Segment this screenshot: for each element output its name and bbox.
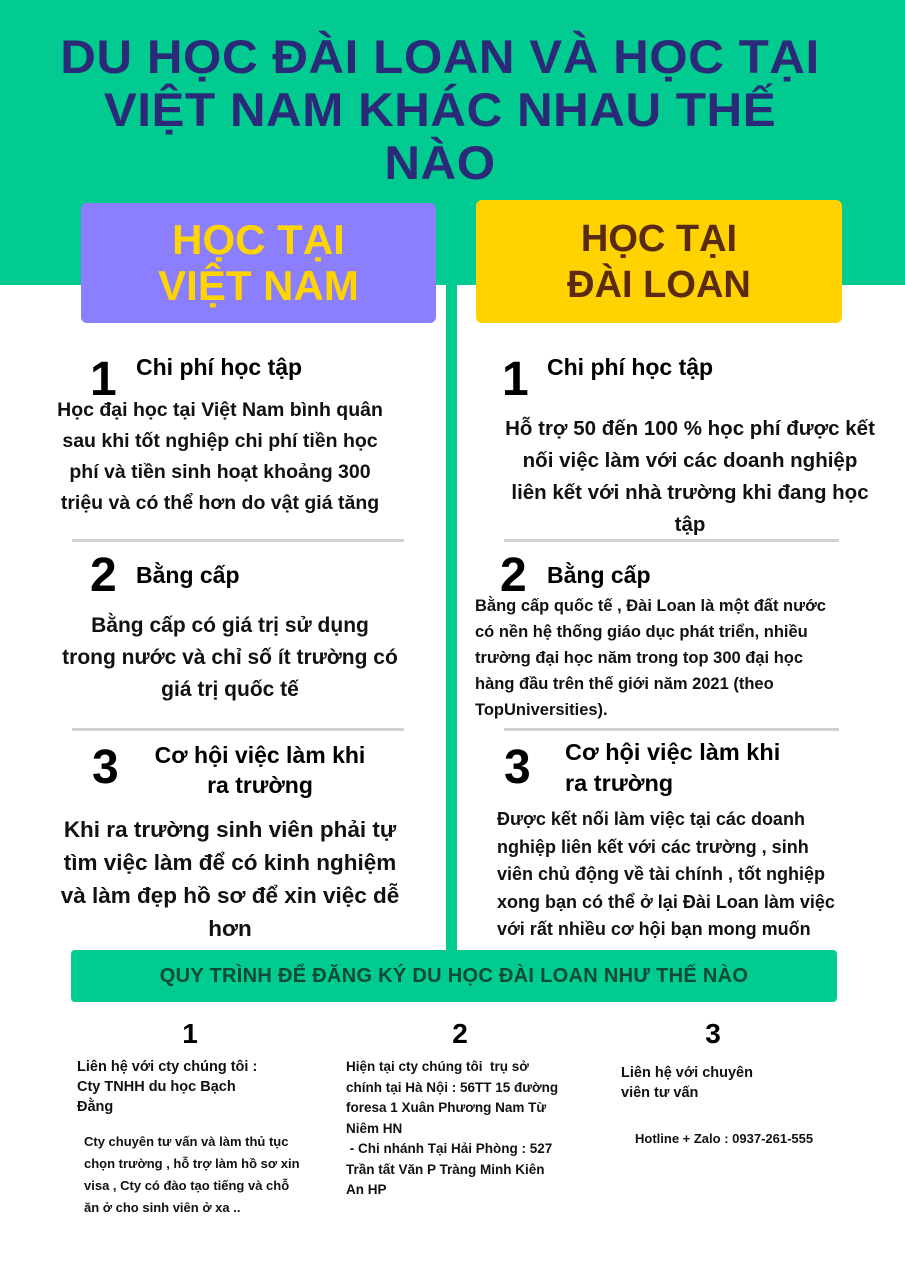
text-line: chính tại Hà Nội : 56TT 15 đường bbox=[346, 1079, 559, 1095]
step-note bbox=[84, 1131, 344, 1219]
body-line: triệu và có thể hơn do vật giá tăng bbox=[60, 492, 380, 514]
body-line: viên chủ động về tài chính , tốt nghiệp bbox=[497, 864, 826, 884]
body-line: sau khi tốt nghiệp chi phí tiền học bbox=[62, 430, 378, 452]
column-separator bbox=[446, 270, 457, 952]
item-number: 2 bbox=[90, 549, 117, 602]
body-line: liên kết với nhà trường khi đang học bbox=[511, 481, 869, 504]
body-line: tìm việc làm để có kinh nghiệm bbox=[63, 850, 397, 875]
divider bbox=[504, 539, 839, 542]
item-number: 1 bbox=[90, 353, 117, 406]
body-line: trong nước và chỉ số ít trường có bbox=[62, 646, 398, 669]
text-line: Niêm HN bbox=[346, 1120, 403, 1136]
text-line: - Chi nhánh Tại Hải Phòng : 527 bbox=[346, 1141, 553, 1156]
text-line: Liên hệ với cty chúng tôi : bbox=[77, 1059, 258, 1075]
text-line: foresa 1 Xuân Phương Nam Từ bbox=[346, 1100, 547, 1115]
item-body bbox=[30, 813, 430, 945]
body-line: với rất nhiều cơ hội bạn mong muốn bbox=[497, 919, 811, 939]
body-line: phí và tiền sinh hoạt khoảng 300 bbox=[69, 461, 371, 483]
note-line: chọn trường , hỗ trợ làm hồ sơ xin bbox=[84, 1156, 300, 1171]
title-line: ra trường bbox=[565, 770, 674, 796]
header-line: HỌC TẠI bbox=[580, 217, 738, 260]
header-line: ĐÀI LOAN bbox=[567, 263, 751, 306]
process-banner: QUY TRÌNH ĐỂ ĐĂNG KÝ DU HỌC ĐÀI LOAN NHƯ THẾ NÀO bbox=[71, 950, 837, 1002]
item-title: Chi phí học tập bbox=[547, 354, 714, 380]
header-line: HỌC TẠI bbox=[172, 216, 345, 263]
step-number: 2 bbox=[452, 1018, 468, 1049]
body-line: hơn bbox=[208, 916, 252, 941]
header-line: VIỆT NAM bbox=[158, 262, 359, 309]
taiwan-column-header bbox=[476, 200, 842, 323]
item-title bbox=[565, 737, 780, 799]
body-line: Khi ra trường sinh viên phải tự bbox=[63, 817, 397, 842]
item-body bbox=[30, 610, 430, 706]
step-number: 1 bbox=[182, 1018, 198, 1049]
title-line: ra trường bbox=[207, 772, 313, 798]
body-line: và làm đẹp hồ sơ để xin việc dễ bbox=[60, 883, 400, 908]
text-line: viên tư vấn bbox=[621, 1085, 699, 1101]
title-line: Cơ hội việc làm khi bbox=[154, 742, 366, 768]
body-line: TopUniversities). bbox=[475, 701, 608, 719]
text-line: Cty TNHH du học Bạch bbox=[77, 1079, 236, 1095]
body-line: nối việc làm với các doanh nghiệp bbox=[522, 449, 858, 472]
body-line: Học đại học tại Việt Nam bình quân bbox=[57, 399, 383, 421]
item-body bbox=[20, 395, 420, 519]
step-text bbox=[621, 1063, 821, 1103]
item-body bbox=[472, 413, 905, 541]
text-line: Liên hệ với chuyên bbox=[621, 1065, 753, 1081]
text-line: Trần tất Văn P Tràng Minh Kiên bbox=[346, 1161, 545, 1177]
body-line: Bằng cấp có giá trị sử dụng bbox=[91, 614, 369, 637]
note-line: Cty chuyên tư vấn và làm thủ tục bbox=[84, 1134, 289, 1149]
text-line: Hiện tại cty chúng tôi trụ sở bbox=[346, 1059, 529, 1074]
text-line: An HP bbox=[346, 1182, 387, 1197]
item-number: 2 bbox=[500, 549, 527, 602]
body-line: Hỗ trợ 50 đến 100 % học phí được kết bbox=[505, 417, 875, 440]
divider bbox=[72, 728, 404, 731]
item-body bbox=[497, 806, 902, 944]
title-line: VIỆT NAM KHÁC NHAU THẾ bbox=[103, 83, 777, 136]
title-line: DU HỌC ĐÀI LOAN VÀ HỌC TẠI bbox=[60, 30, 820, 83]
body-line: giá trị quốc tế bbox=[161, 678, 299, 701]
body-line: Được kết nối làm việc tại các doanh bbox=[497, 809, 805, 829]
body-line: hàng đầu trên thế giới năm 2021 (theo bbox=[475, 675, 774, 693]
vietnam-column-header bbox=[81, 203, 436, 323]
item-title: Chi phí học tập bbox=[136, 354, 303, 380]
hotline-text: Hotline + Zalo : 0937-261-555 bbox=[635, 1131, 814, 1146]
body-line: Bằng cấp quốc tế , Đài Loan là một đất nước bbox=[475, 597, 826, 615]
body-line: xong bạn có thể ở lại Đài Loan làm việc bbox=[497, 891, 835, 912]
divider bbox=[72, 539, 404, 542]
step-text bbox=[77, 1057, 317, 1117]
text-line: Đằng bbox=[77, 1099, 114, 1115]
item-body bbox=[475, 593, 895, 723]
item-number: 3 bbox=[92, 741, 119, 794]
body-line: có nền hệ thống giáo dục phát triển, nhiều bbox=[475, 623, 808, 641]
step-number: 3 bbox=[705, 1018, 721, 1049]
body-line: nghiệp liên kết với các trường , sinh bbox=[497, 836, 809, 857]
body-line: tập bbox=[674, 513, 706, 536]
body-line: trường đại học năm trong top 300 đại học bbox=[475, 649, 804, 667]
item-title: Bằng cấp bbox=[547, 562, 651, 588]
title-line: NÀO bbox=[384, 136, 496, 189]
item-title bbox=[140, 740, 380, 800]
note-line: visa , Cty có đào tạo tiếng và chỗ bbox=[84, 1178, 290, 1193]
page-title bbox=[10, 30, 871, 189]
item-number: 3 bbox=[504, 741, 531, 794]
note-line: ăn ở cho sinh viên ở xa .. bbox=[84, 1200, 241, 1215]
title-line: Cơ hội việc làm khi bbox=[565, 739, 781, 765]
step-text bbox=[346, 1057, 596, 1201]
divider bbox=[504, 728, 839, 731]
item-title: Bằng cấp bbox=[136, 562, 240, 588]
item-number: 1 bbox=[502, 353, 529, 406]
